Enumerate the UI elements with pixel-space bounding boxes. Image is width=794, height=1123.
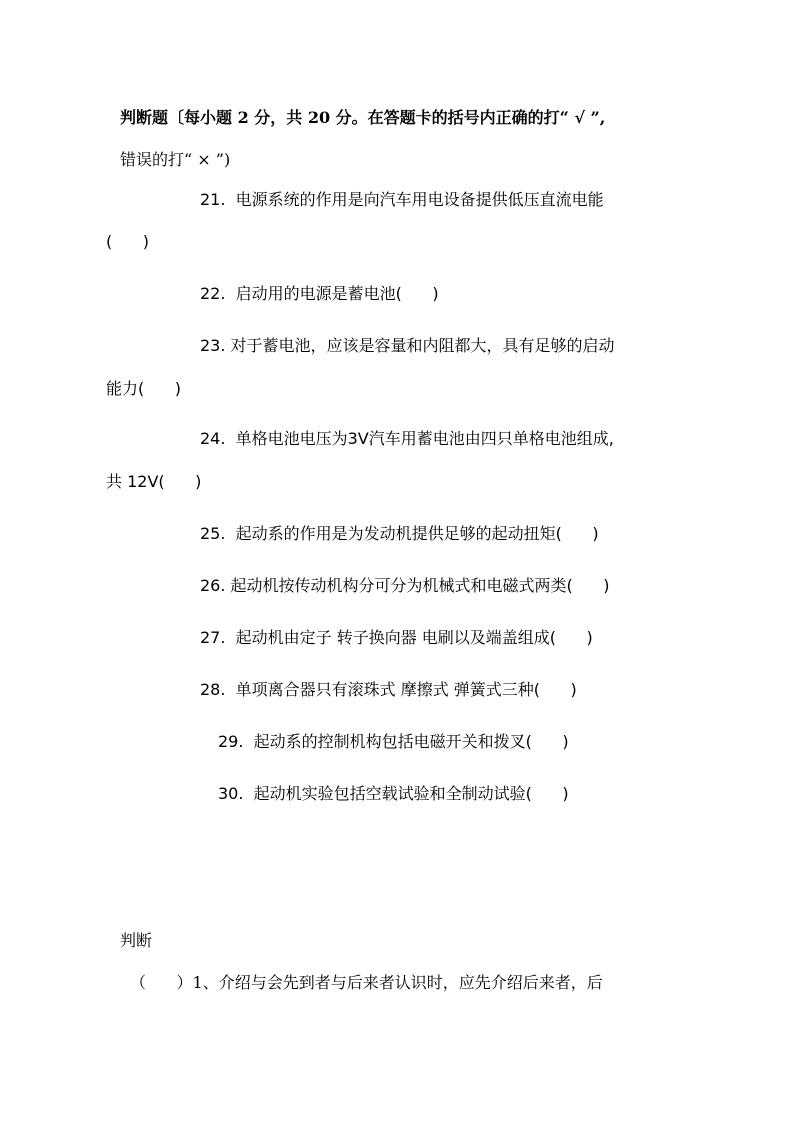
question-29: 29. 起动系的控制机构包括电磁开关和拨叉( )	[218, 732, 569, 751]
section-title-line-1: 判断题〔每小题 2 分，共 20 分。在答题卡的括号内正确的打“ √ ”,	[120, 108, 606, 127]
question-24-line-2: 共 12V( )	[106, 472, 202, 491]
question-25: 25. 起动系的作用是为发动机提供足够的起动扭矩( )	[200, 524, 599, 543]
question-27: 27. 起动机由定子 转子换向器 电刷以及端盖组成( )	[200, 628, 593, 647]
question-21-line-2: ( )	[106, 232, 149, 251]
question-28: 28. 单项离合器只有滚珠式 摩擦式 弹簧式三种( )	[200, 680, 577, 699]
question-21-line-1: 21. 电源系统的作用是向汽车用电设备提供低压直流电能	[200, 190, 604, 209]
question-24-line-1: 24. 单格电池电压为3V汽车用蓄电池由四只单格电池组成,	[200, 429, 614, 448]
section-2-question-1: （ ）1、介绍与会先到者与后来者认识时，应先介绍后来者，后	[130, 973, 603, 992]
question-30: 30. 起动机实验包括空载试验和全制动试验( )	[218, 784, 569, 803]
section-title-line-2: 错误的打“ × ”)	[120, 150, 231, 169]
question-23-line-1: 23. 对于蓄电池，应该是容量和内阻都大，具有足够的启动	[200, 336, 615, 355]
question-23-line-2: 能力( )	[106, 379, 182, 398]
section-2-title: 判断	[120, 931, 153, 950]
question-22: 22. 启动用的电源是蓄电池( )	[200, 284, 439, 303]
question-26: 26. 起动机按传动机构分可分为机械式和电磁式两类( )	[200, 576, 610, 595]
